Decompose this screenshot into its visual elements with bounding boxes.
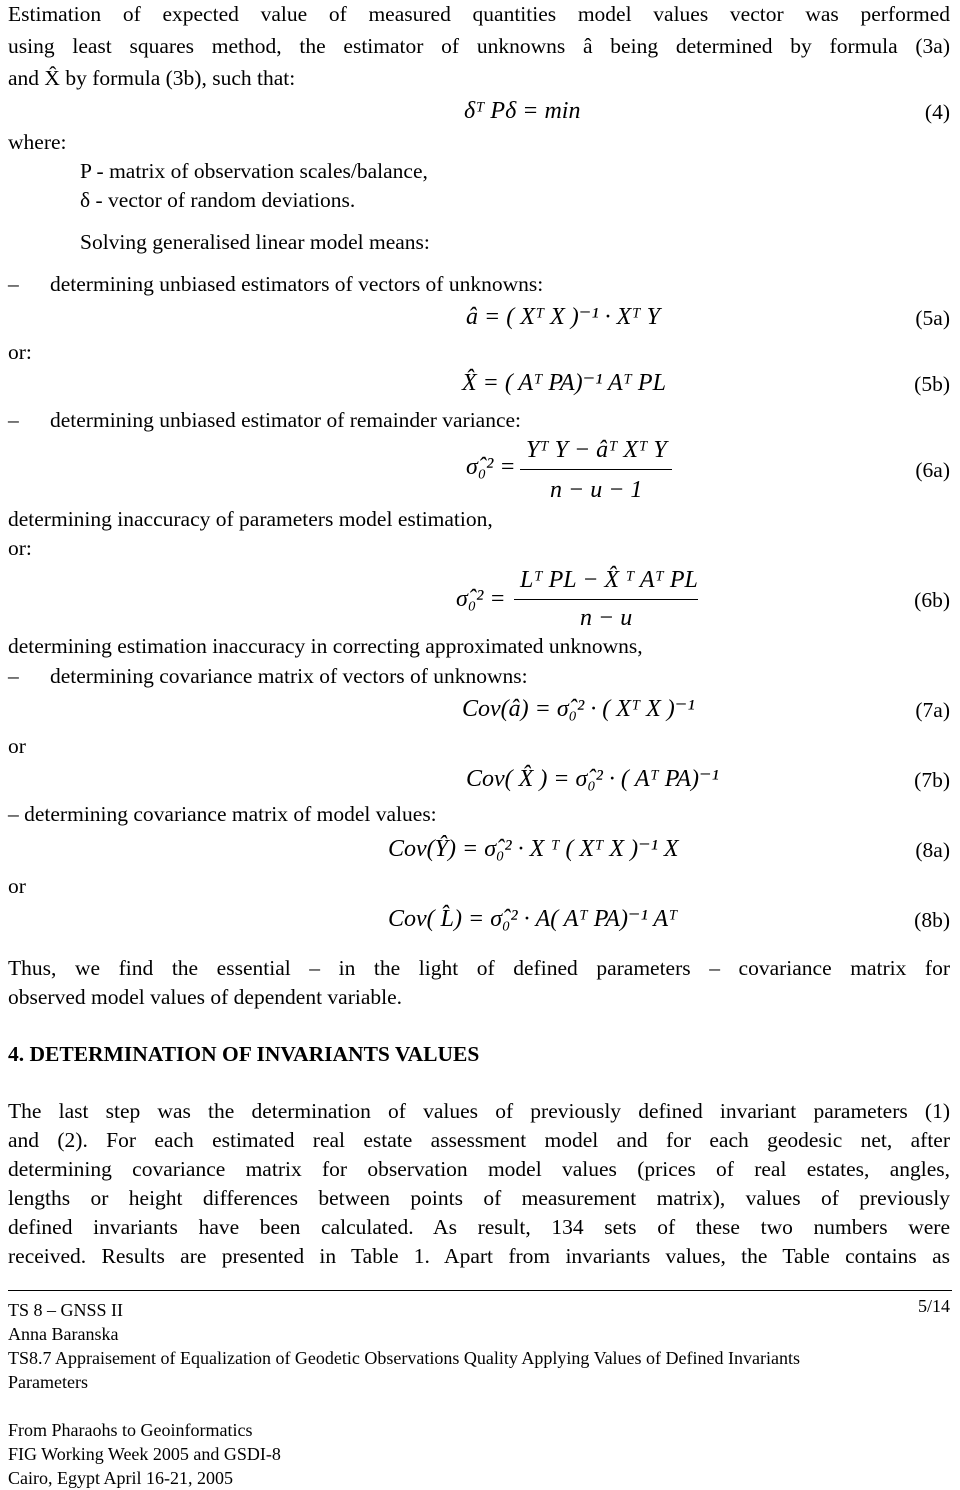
intro-line-2: using least squares method, the estimator of unknowns â being determined by formula (3a): [8, 34, 950, 58]
footer-title-line-2: Parameters: [8, 1372, 88, 1392]
equation-6b-numerator: Lᵀ PL − X̂ ᵀ Aᵀ PL: [520, 567, 698, 593]
or-label-4: or: [8, 874, 26, 898]
where-label: where:: [8, 130, 67, 154]
bullet-covariance-unknowns: determining covariance matrix of vectors of unknowns:: [50, 664, 528, 688]
equation-8b: Cov( L̂) = σ̂₀² · A( Aᵀ PA)⁻¹ Aᵀ: [388, 906, 678, 932]
equation-5b-number: (5b): [914, 372, 950, 396]
footer-title-line-1: TS8.7 Appraisement of Equalization of Geodetic Observations Quality Applying Values of Defined Invariants: [8, 1348, 800, 1368]
last-para-line-3: determining covariance matrix for observation model values (prices of real estates, angles,: [8, 1157, 950, 1181]
footer-conference-1: From Pharaohs to Geoinformatics: [8, 1420, 253, 1440]
equation-7a: Cov(â) = σ̂₀² · ( Xᵀ X )⁻¹: [462, 696, 695, 722]
text-inaccuracy: determining inaccuracy of parameters model estimation,: [8, 507, 493, 531]
equation-6b-lhs: σ̂₀² =: [456, 586, 506, 612]
equation-4-number: (4): [924, 100, 950, 124]
intro-line-1: Estimation of expected value of measured quantities model values vector was performed: [8, 2, 950, 26]
bullet-dash-2: –: [8, 408, 19, 432]
last-para-line-6: received. Results are presented in Table 1. Apart from invariants values, the Table contains as: [8, 1244, 950, 1268]
solving-text: Solving generalised linear model means:: [80, 230, 430, 254]
footer-rule: [8, 1290, 952, 1291]
equation-4: δᵀ Pδ = min: [464, 98, 581, 124]
equation-6a-lhs: σ̂₀² =: [466, 454, 516, 480]
equation-6a-denominator: n − u − 1: [550, 477, 643, 503]
bullet-covariance-model-values: – determining covariance matrix of model values:: [8, 802, 437, 826]
equation-7b-number: (7b): [914, 768, 950, 792]
last-para-line-4: lengths or height differences between points of measurement matrix), values of previously: [8, 1186, 950, 1210]
last-para-line-1: The last step was the determination of values of previously defined invariant parameters (1): [8, 1099, 950, 1123]
footer-session: TS 8 – GNSS II: [8, 1300, 124, 1320]
equation-6b-number: (6b): [914, 588, 950, 612]
equation-7a-number: (7a): [915, 698, 950, 722]
equation-6a-numerator: Yᵀ Y − âᵀ Xᵀ Y: [526, 437, 667, 463]
footer-page-number: 5/14: [917, 1296, 950, 1316]
equation-6a-number: (6a): [915, 458, 950, 482]
footer-conference-2: FIG Working Week 2005 and GSDI-8: [8, 1444, 281, 1464]
equation-5a: â = ( Xᵀ X )⁻¹ · Xᵀ Y: [466, 304, 660, 330]
or-label-1: or:: [8, 340, 32, 364]
equation-8b-number: (8b): [914, 908, 950, 932]
equation-6b-denominator: n − u: [580, 605, 633, 631]
bullet-dash-1: –: [8, 272, 19, 296]
equation-5a-number: (5a): [915, 306, 950, 330]
last-para-line-5: defined invariants have been calculated. As result, 134 sets of these two numbers were: [8, 1215, 950, 1239]
equation-5b: X̂ = ( Aᵀ PA)⁻¹ Aᵀ PL: [462, 370, 666, 396]
bullet-remainder-variance: determining unbiased estimator of remainder variance:: [50, 408, 522, 432]
or-label-2: or:: [8, 536, 32, 560]
last-para-line-2: and (2). For each estimated real estate assessment model and for each geodesic net, after: [8, 1128, 950, 1152]
where-item-delta: δ - vector of random deviations.: [80, 188, 356, 212]
or-label-3: or: [8, 734, 26, 758]
equation-6b-fraction-bar: [514, 599, 698, 600]
equation-8a: Cov(Ŷ) = σ̂₀² · X ᵀ ( Xᵀ X )⁻¹ X: [388, 836, 679, 862]
bullet-unbiased-estimators: determining unbiased estimators of vectors of unknowns:: [50, 272, 544, 296]
equation-8a-number: (8a): [915, 838, 950, 862]
footer-author: Anna Baranska: [8, 1324, 119, 1344]
where-item-p: P - matrix of observation scales/balance,: [80, 159, 428, 183]
equation-7b: Cov( X̂ ) = σ̂₀² · ( Aᵀ PA)⁻¹: [466, 766, 719, 792]
equation-6a-fraction-bar: [520, 469, 672, 470]
thus-line-2: observed model values of dependent variable.: [8, 985, 403, 1009]
text-estimation-inaccuracy: determining estimation inaccuracy in correcting approximated unknowns,: [8, 634, 643, 658]
bullet-dash-3: –: [8, 664, 19, 688]
intro-line-3: and X̂ by formula (3b), such that:: [8, 66, 296, 90]
footer-conference-3: Cairo, Egypt April 16-21, 2005: [8, 1468, 233, 1488]
section-heading: 4. DETERMINATION OF INVARIANTS VALUES: [8, 1042, 480, 1066]
thus-line-1: Thus, we find the essential – in the light of defined parameters – covariance matrix for: [8, 956, 950, 980]
